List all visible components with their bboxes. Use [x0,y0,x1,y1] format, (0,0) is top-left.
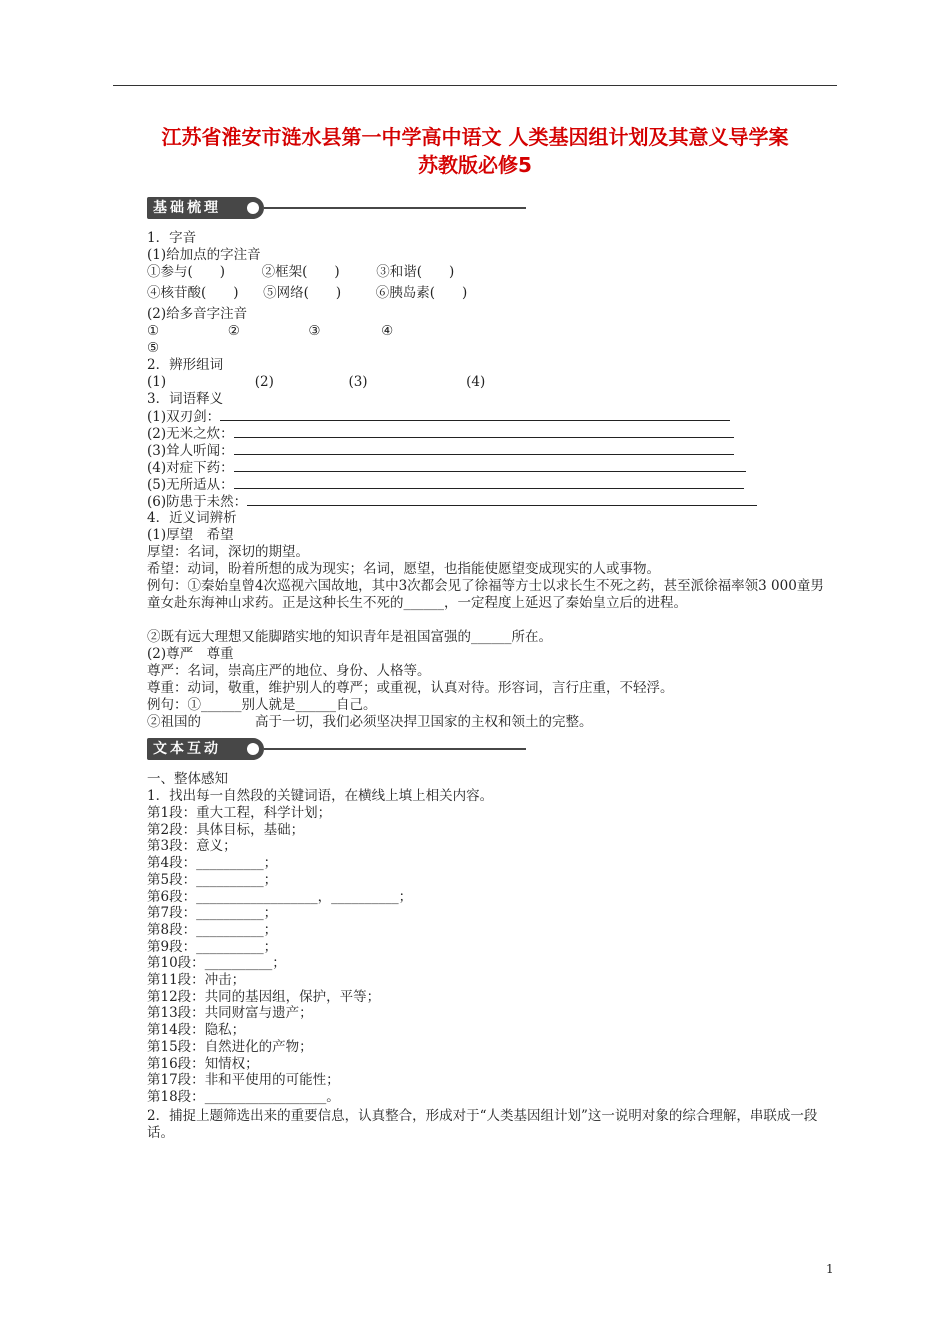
synonym-def: 厚望：名词，深切的期望。 [147,544,309,560]
pinyin-item: ②框架( ) [261,264,340,280]
polyphone-item: ② [227,323,240,339]
polyphone-item: ④ [381,323,394,339]
paragraph-label: 第6段： [147,888,197,905]
definition-item [147,408,730,426]
definition-label: (1)双刃剑： [147,409,221,425]
section-title-basics: 基础梳理 [147,197,264,219]
word-form-item: (2) [254,374,274,390]
polyphone-item: ⑤ [147,340,160,356]
paragraph-keyword: 共同的基因组，保护，平等； [204,988,381,1005]
example-sentence: 例句：①______别人就是______自己。 [147,697,377,713]
paragraph-label: 第7段： [147,905,197,922]
synonym-def: 尊严：名词，崇高庄严的地位、身份、人格等。 [147,663,431,679]
definition-item [147,425,734,443]
paragraph-label: 第11段： [147,972,205,988]
pinyin-row-2 [147,285,467,302]
question-1-heading: 1．字音 [147,230,197,246]
paragraph-row [147,1056,259,1073]
paragraph-keyword: __________； [196,871,278,888]
document-title-line2: 苏教版必修5 [418,153,532,177]
paragraph-keyword: 重大工程，科学计划； [196,805,332,821]
paragraph-row [147,822,304,839]
polyphone-row [147,323,393,340]
polyphone-item: ③ [308,323,321,339]
bullet-dot-icon [247,743,259,755]
paragraph-label: 第2段： [147,821,197,838]
paragraph-keyword: 隐私； [204,1022,246,1039]
paragraph-label: 第9段： [147,938,197,955]
question-3-heading: 3．词语释义 [147,391,224,407]
paragraph-row [147,955,286,972]
answer-blank[interactable] [234,459,746,472]
paragraph-row [147,1039,313,1056]
paragraph-row [147,855,277,872]
section-rule [264,748,526,750]
paragraph-keyword: 具体目标，基础； [196,821,305,838]
paragraph-label: 第16段： [147,1055,205,1072]
pinyin-item: ⑥胰岛素( ) [375,285,468,301]
word-form-row [147,374,485,391]
paragraph-keyword: 共同财富与遗产； [204,1005,313,1022]
paragraph-label: 第14段： [147,1022,205,1039]
pinyin-row-1 [147,264,454,281]
definition-item [147,442,734,460]
pinyin-item: ④核苷酸( ) [147,285,239,301]
paragraph-row [147,805,331,822]
section-rule [264,207,526,209]
paragraph-keyword: __________________，__________； [196,888,413,905]
section-title-interaction: 文本互动 [147,738,264,760]
subsection-heading: 一、整体感知 [147,771,228,787]
bullet-dot-icon [247,202,259,214]
paragraph-label: 第3段： [147,838,197,855]
paragraph-keyword: __________； [196,938,278,955]
answer-blank[interactable] [234,442,734,455]
definition-label: (5)无所适从： [147,477,234,493]
task-1: 1．找出每一自然段的关键词语，在横线上填上相关内容。 [147,788,494,804]
paragraph-keyword: 知情权； [204,1055,259,1072]
definition-label: (2)无米之炊： [147,426,234,442]
synonym-pair-2: (2)尊严 尊重 [147,646,234,662]
paragraph-keyword: 自然进化的产物； [204,1038,313,1055]
paragraph-keyword: __________； [196,921,278,938]
pinyin-item: ①参与( ) [147,264,226,280]
paragraph-keyword: 冲击； [204,972,246,988]
paragraph-label: 第18段： [147,1088,205,1105]
word-form-item: (3) [348,374,368,390]
definition-label: (4)对症下药： [147,460,234,476]
paragraph-row [147,972,245,989]
paragraph-keyword: 非和平使用的可能性； [204,1072,340,1089]
paragraph-row [147,989,380,1006]
paragraph-row [147,872,277,889]
pinyin-item: ⑤网络( ) [263,285,342,301]
task-2: 2．捕捉上题筛选出来的重要信息，认真整合，形成对于“人类基因组计划”这一说明对象的综合理解，串联成一段话。 [147,1108,818,1141]
paragraph-keyword: 意义； [196,838,237,855]
paragraph-row [147,939,277,956]
answer-blank[interactable] [247,493,757,506]
paragraph-label: 第8段： [147,921,197,938]
definition-item [147,459,746,477]
paragraph-keyword: __________________。 [204,1088,340,1105]
paragraph-label: 第12段： [147,988,205,1005]
paragraph-row [147,1089,340,1106]
page-number: 1 [826,1262,834,1276]
question-1-2: (2)给多音字注音 [147,306,248,322]
document-title-line1: 江苏省淮安市涟水县第一中学高中语文 人类基因组计划及其意义导学案 [161,125,789,149]
header-rule [113,85,837,86]
paragraph-keyword: __________； [196,905,278,922]
example-part: ②祖国的 [147,714,201,730]
definition-label: (6)防患于未然： [147,494,248,510]
word-form-item: (4) [466,374,486,390]
synonym-pair-1: (1)厚望 希望 [147,527,234,543]
definition-label: (3)耸人听闻： [147,443,234,459]
paragraph-row [147,922,277,939]
paragraph-label: 第4段： [147,855,197,872]
question-4-heading: 4．近义词辨析 [147,510,237,526]
paragraph-row [147,1022,245,1039]
paragraph-label: 第5段： [147,871,197,888]
paragraph-keyword: __________； [196,855,278,872]
example-sentence [147,714,593,731]
synonym-def: 希望：动词，盼着所想的成为现实；名词，愿望，也指能使愿望变成现实的人或事物。 [147,561,660,577]
definition-item [147,476,744,494]
pinyin-item: ③和谐( ) [376,264,455,280]
paragraph-label: 第13段： [147,1005,205,1022]
paragraph-label: 第1段： [147,805,197,821]
paragraph-label: 第15段： [147,1038,205,1055]
paragraph-row [147,1072,340,1089]
paragraph-row [147,1005,313,1022]
paragraph-keyword: __________； [204,955,286,972]
question-2-heading: 2．辨形组词 [147,357,224,373]
definition-item [147,493,757,511]
paragraph-row [147,905,277,922]
example-part: 高于一切，我们必须坚决捍卫国家的主权和领土的完整。 [255,714,593,730]
word-form-item: (1) [147,374,167,390]
polyphone-item: ① [147,323,160,339]
answer-blank[interactable] [220,408,730,421]
question-1-1: (1)给加点的字注音 [147,247,261,263]
paragraph-label: 第10段： [147,955,205,972]
synonym-def: 尊重：动词，敬重，维护别人的尊严；或重视，认真对待。形容词，言行庄重，不轻浮。 [147,680,674,696]
paragraph-row [147,889,412,906]
answer-blank[interactable] [234,476,744,489]
example-sentence: 例句：①秦始皇曾4次巡视六国故地，其中3次都会见了徐福等方士以求长生不死之药，甚至派徐福率领3 000童男童女赴东海神山求药。正是这种长生不死的______，一定程度上延迟了秦始皇立后的进程。 [147,578,824,611]
answer-blank[interactable] [234,425,734,438]
paragraph-row [147,838,237,855]
paragraph-label: 第17段： [147,1072,205,1089]
example-sentence: ②既有远大理想又能脚踏实地的知识青年是祖国富强的______所在。 [147,629,552,645]
